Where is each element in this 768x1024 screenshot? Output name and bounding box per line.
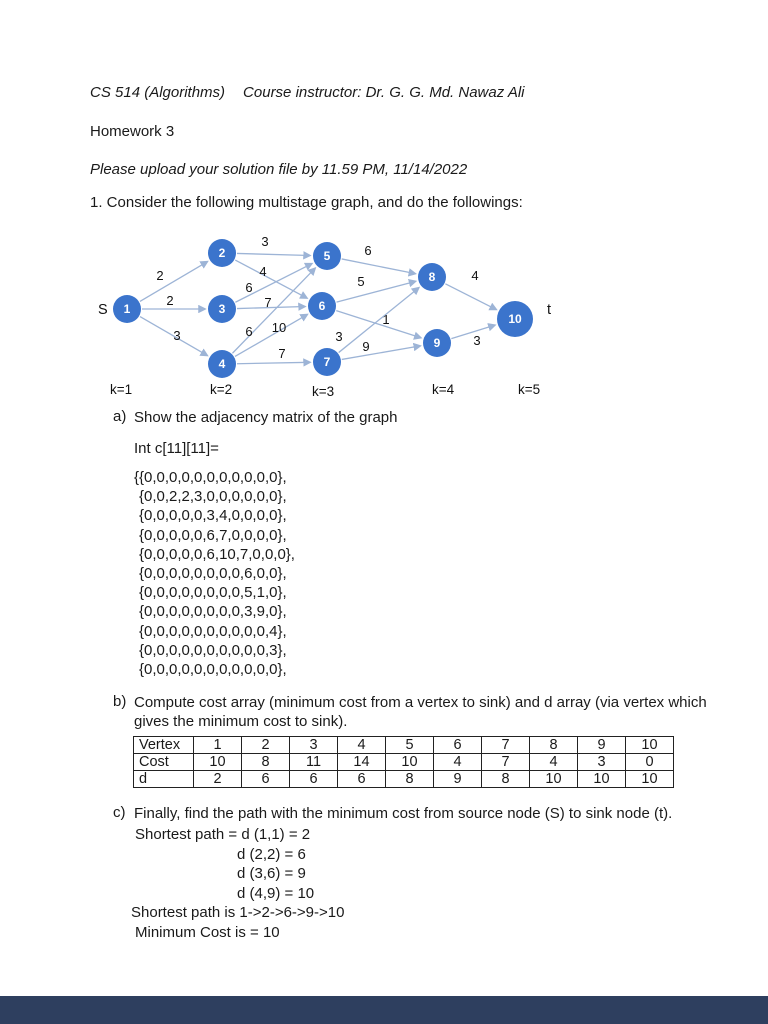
- graph-node-label: 1: [123, 302, 131, 316]
- graph-node-label: 5: [323, 249, 331, 263]
- course-header: [90, 84, 740, 101]
- edge-weight-label: 6: [245, 324, 253, 339]
- value-cell: 8: [482, 771, 530, 788]
- part-a-text: Show the adjacency matrix of the graph: [134, 409, 398, 426]
- value-cell: 10: [578, 771, 626, 788]
- graph-edge: [336, 311, 421, 338]
- value-cell: 7: [482, 754, 530, 771]
- stage-label-k1: k=1: [110, 382, 133, 397]
- shortest-path-result: Shortest path is 1->2->6->9->10: [131, 904, 345, 922]
- value-cell: 6: [242, 771, 290, 788]
- shortest-path-step: d (3,6) = 9: [237, 865, 306, 883]
- due-note: Please upload your solution file by 11.59 PM, 11/14/2022: [90, 161, 468, 178]
- edge-weight-label: 2: [166, 293, 174, 308]
- source-node-label: S: [98, 302, 108, 318]
- value-cell: 6: [338, 771, 386, 788]
- matrix-row: {0,0,2,2,3,0,0,0,0,0,0},: [139, 488, 287, 506]
- value-cell: 1: [194, 737, 242, 754]
- edge-weight-label: 2: [156, 268, 164, 283]
- edge-weight-label: 6: [364, 243, 372, 258]
- edge-weight-label: 4: [259, 264, 267, 279]
- shortest-path-step: d (2,2) = 6: [237, 845, 306, 863]
- part-b-marker: b): [113, 693, 127, 711]
- graph-node-label: 6: [318, 299, 326, 313]
- row-header-cell: d: [134, 771, 194, 788]
- value-cell: 7: [482, 737, 530, 754]
- edge-weight-label: 3: [335, 329, 343, 344]
- value-cell: 10: [194, 754, 242, 771]
- cost-table-body: [134, 737, 674, 788]
- value-cell: 9: [434, 771, 482, 788]
- value-cell: 10: [626, 771, 674, 788]
- stage-label-k2: k=2: [210, 382, 233, 397]
- table-row: [134, 737, 674, 754]
- matrix-row: {0,0,0,0,0,0,0,0,6,0,0},: [139, 565, 287, 583]
- matrix-row: {0,0,0,0,0,0,0,0,0,0,4},: [139, 622, 287, 640]
- sink-node-label: t: [547, 302, 552, 318]
- value-cell: 6: [434, 737, 482, 754]
- graph-edge: [342, 259, 416, 274]
- value-cell: 6: [290, 771, 338, 788]
- row-header-cell: Cost: [134, 754, 194, 771]
- graph-node-label: 4: [218, 357, 226, 371]
- edge-weight-label: 9: [362, 339, 370, 354]
- homework-title: Homework 3: [90, 123, 175, 140]
- course-code: CS 514 (Algorithms): [90, 84, 226, 101]
- value-cell: 0: [626, 754, 674, 771]
- value-cell: 2: [242, 737, 290, 754]
- matrix-row: {0,0,0,0,0,0,0,0,0,0,0},: [139, 661, 287, 679]
- value-cell: 14: [338, 754, 386, 771]
- matrix-row: {0,0,0,0,0,0,0,0,5,1,0},: [139, 584, 287, 602]
- table-row: [134, 771, 674, 788]
- matrix-row: {{0,0,0,0,0,0,0,0,0,0,0},: [134, 469, 287, 486]
- matrix-row: {0,0,0,0,0,6,10,7,0,0,0},: [139, 545, 295, 563]
- graph-edge: [445, 284, 496, 310]
- edge-weight-label: 4: [471, 268, 479, 283]
- graph-node-label: 10: [508, 312, 522, 326]
- value-cell: 2: [194, 771, 242, 788]
- value-cell: 8: [386, 771, 434, 788]
- value-cell: 8: [530, 737, 578, 754]
- edge-weight-label: 10: [271, 320, 287, 335]
- multistage-graph-svg: [92, 226, 572, 408]
- table-row: [134, 754, 674, 771]
- part-b: [90, 693, 740, 731]
- graph-edge: [339, 288, 419, 353]
- graph-node-label: 9: [433, 336, 441, 350]
- question-1: 1. Consider the following multistage graph, and do the followings:: [90, 194, 523, 211]
- matrix-row: {0,0,0,0,0,3,4,0,0,0,0},: [139, 507, 287, 525]
- graph-node-label: 2: [218, 246, 226, 260]
- instructor-label: Course instructor: Dr. G. G. Md. Nawaz Ali: [243, 84, 525, 101]
- edge-weight-label: 7: [264, 295, 272, 310]
- edge-weight-label: 6: [245, 280, 253, 295]
- value-cell: 4: [434, 754, 482, 771]
- cost-table: [133, 736, 674, 788]
- matrix-declaration: Int c[11][11]=: [134, 440, 219, 457]
- value-cell: 9: [578, 737, 626, 754]
- part-a-marker: a): [113, 408, 127, 425]
- edge-weight-label: 1: [382, 312, 390, 327]
- stage-label-k4: k=4: [432, 382, 455, 397]
- value-cell: 10: [626, 737, 674, 754]
- part-b-text: Compute cost array (minimum cost from a vertex to sink) and d array (via vertex which gives the minimum cost to sink).: [134, 694, 707, 731]
- minimum-cost-result: Minimum Cost is = 10: [135, 923, 280, 941]
- value-cell: 4: [530, 754, 578, 771]
- graph-node-label: 8: [428, 270, 436, 284]
- graph-edge: [237, 362, 310, 363]
- graph-node-label: 7: [323, 355, 331, 369]
- part-c-marker: c): [113, 804, 126, 822]
- part-c-text: Finally, find the path with the minimum cost from source node (S) to sink node (t).: [134, 805, 673, 823]
- value-cell: 3: [578, 754, 626, 771]
- edge-weight-label: 5: [357, 274, 365, 289]
- part-c: [90, 804, 740, 823]
- value-cell: 11: [290, 754, 338, 771]
- graph-edge: [140, 262, 207, 302]
- value-cell: 3: [290, 737, 338, 754]
- partc-sublines: [237, 845, 740, 904]
- matrix-row: {0,0,0,0,0,6,7,0,0,0,0},: [139, 526, 287, 544]
- multistage-graph-diagram: [92, 226, 740, 408]
- matrix-row: {0,0,0,0,0,0,0,0,3,9,0},: [139, 603, 287, 621]
- value-cell: 10: [530, 771, 578, 788]
- shortest-path-step: d (4,9) = 10: [237, 884, 315, 902]
- stage-label-k5: k=5: [518, 382, 541, 397]
- edge-weight-label: 3: [473, 333, 481, 348]
- value-cell: 5: [386, 737, 434, 754]
- viewer-bottom-bar: [0, 996, 768, 1024]
- part-a: [90, 408, 740, 427]
- graph-node-label: 3: [218, 302, 226, 316]
- stage-label-k3: k=3: [312, 384, 335, 399]
- value-cell: 4: [338, 737, 386, 754]
- edge-weight-label: 3: [173, 328, 181, 343]
- graph-edge: [337, 281, 416, 302]
- graph-edge: [237, 253, 310, 255]
- graph-edge: [342, 346, 420, 360]
- row-header-cell: Vertex: [134, 737, 194, 754]
- value-cell: 8: [242, 754, 290, 771]
- matrix-row: {0,0,0,0,0,0,0,0,0,0,3},: [139, 641, 287, 659]
- adjacency-matrix: [134, 468, 740, 679]
- shortest-path-line1: Shortest path = d (1,1) = 2: [135, 826, 311, 844]
- value-cell: 10: [386, 754, 434, 771]
- edge-weight-label: 7: [278, 346, 286, 361]
- edge-weight-label: 3: [261, 234, 269, 249]
